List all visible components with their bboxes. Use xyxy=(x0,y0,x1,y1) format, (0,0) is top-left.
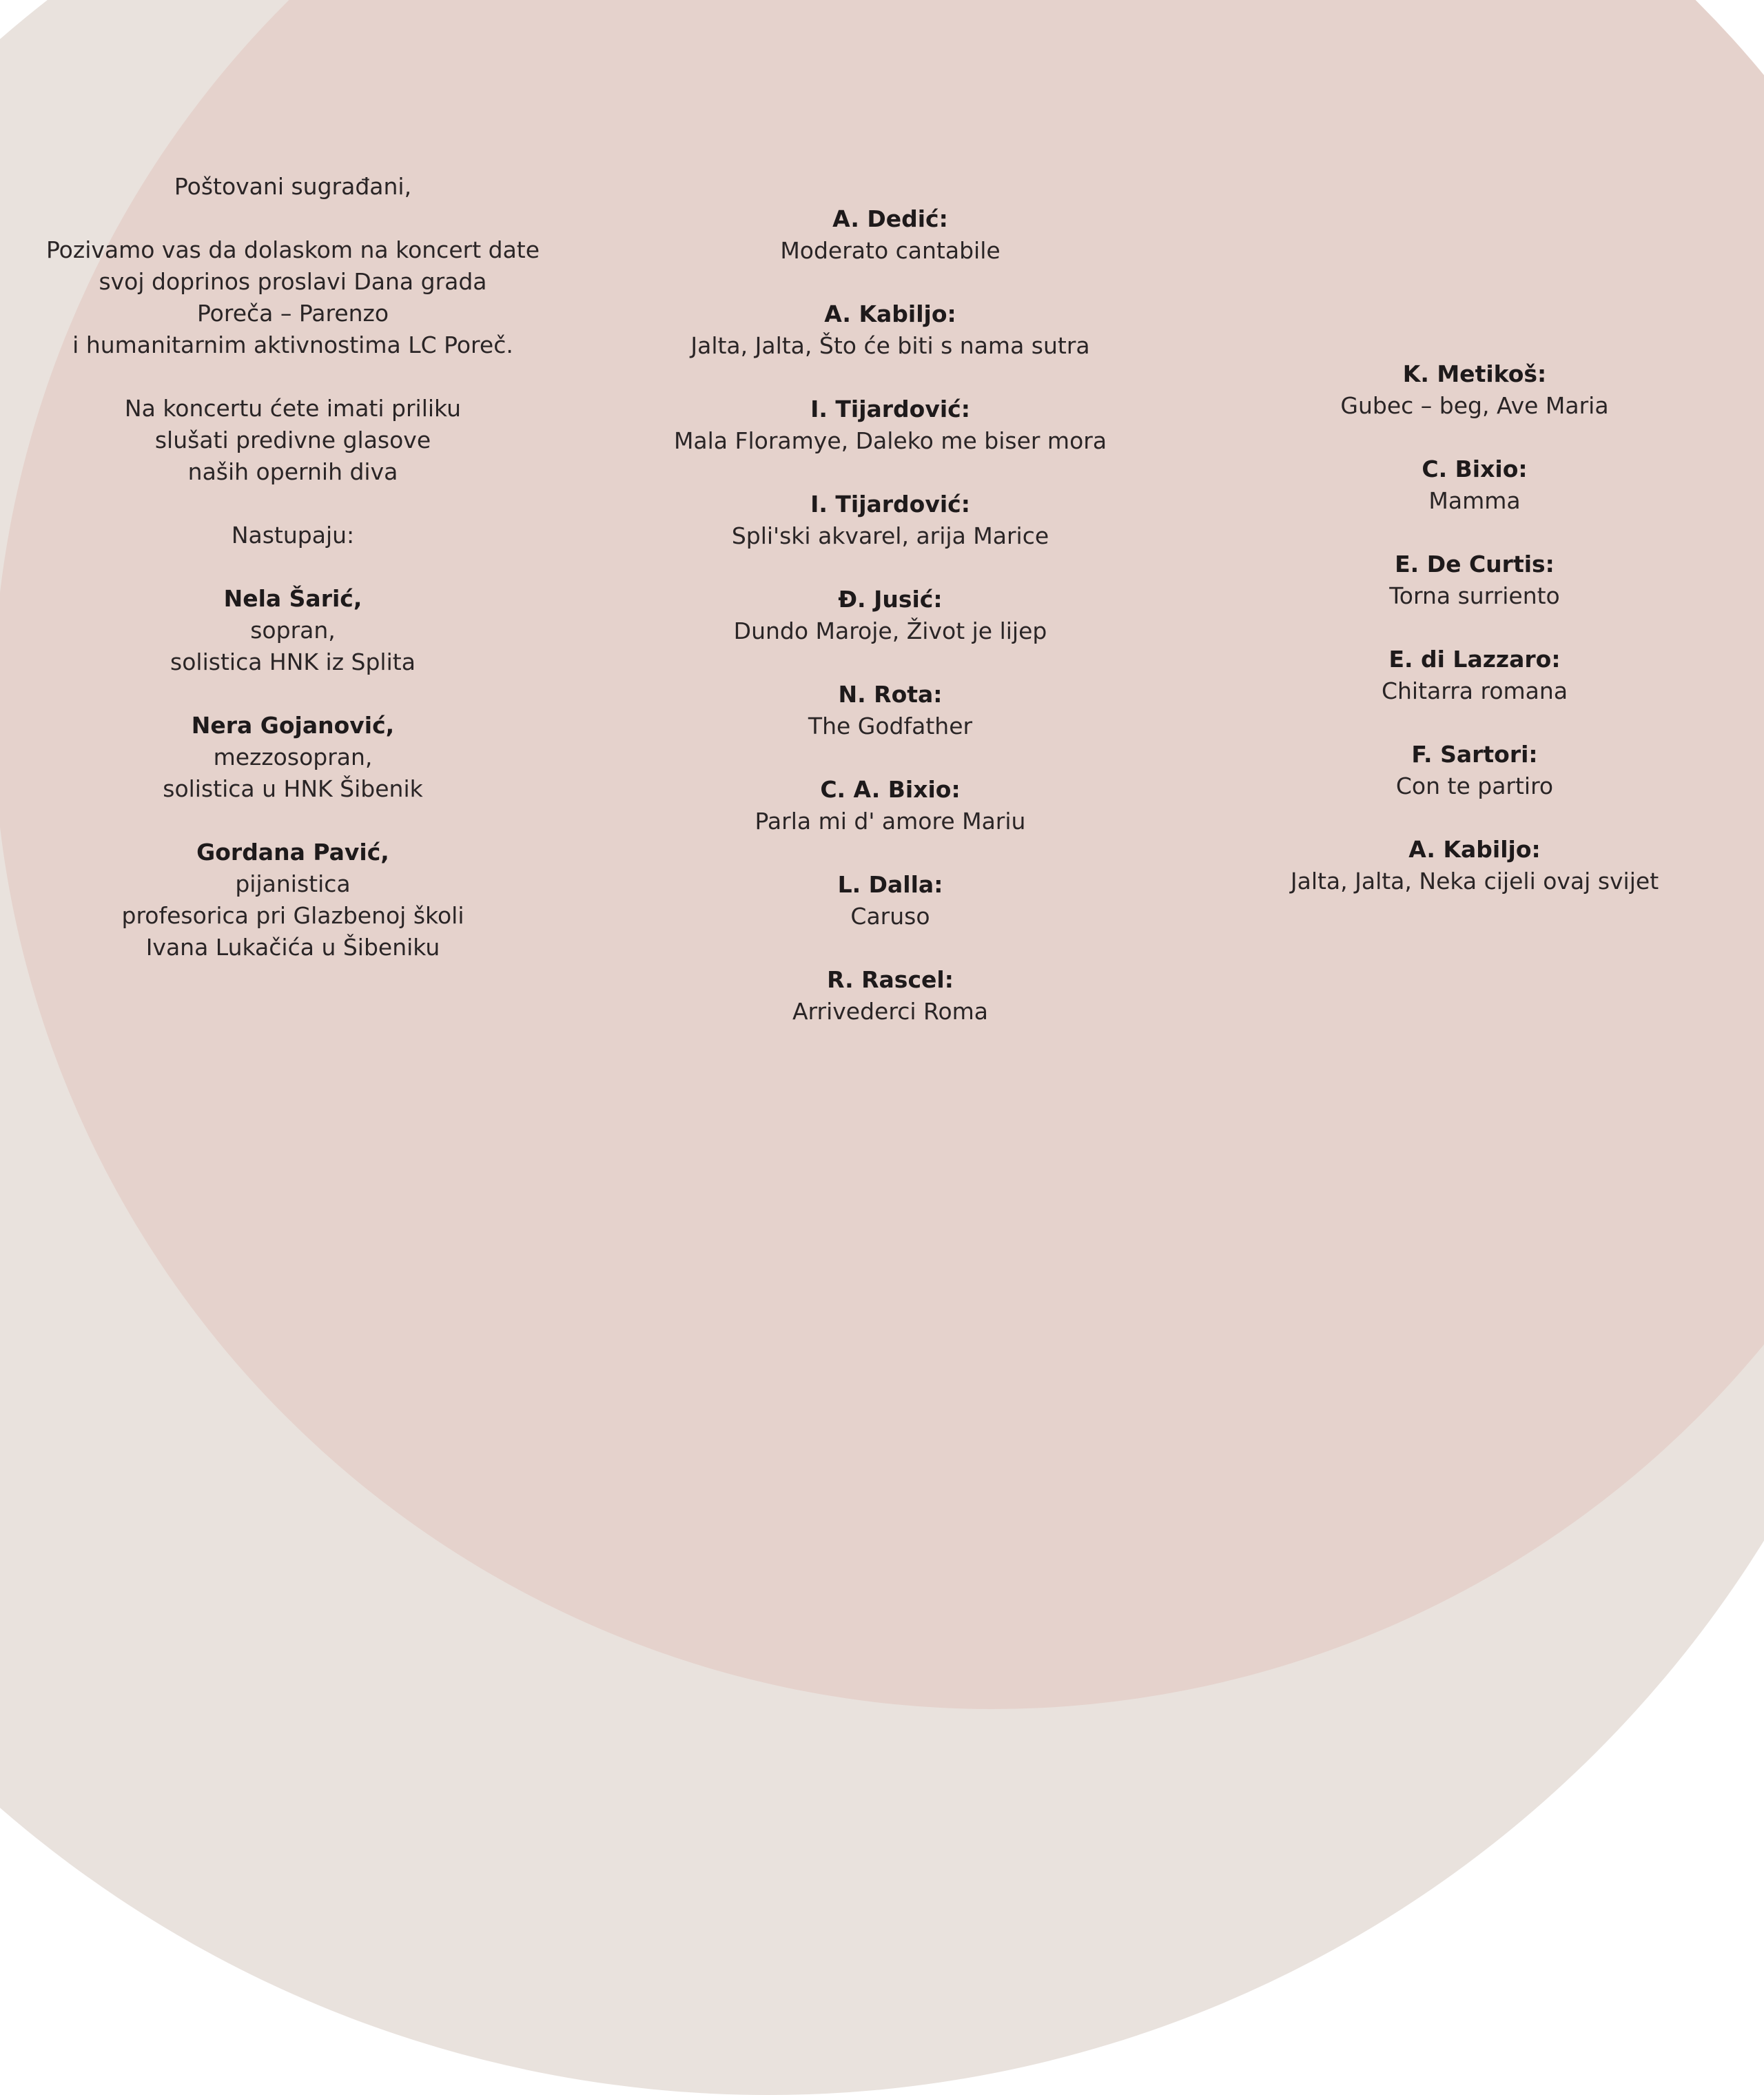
program-item xyxy=(615,869,1166,932)
work-title: Torna surriento xyxy=(1389,582,1560,609)
work-title: Dundo Maroje, Život je lijep xyxy=(733,617,1047,644)
composer-name: Đ. Jusić: xyxy=(838,586,943,613)
composer-name: A. Dedić: xyxy=(832,205,948,232)
work-title: The Godfather xyxy=(808,713,973,739)
work-title: Chitarra romana xyxy=(1381,677,1568,704)
program-item xyxy=(615,964,1166,1028)
work-title: Caruso xyxy=(850,903,930,930)
program-item xyxy=(615,679,1166,742)
work-title: Con te partiro xyxy=(1395,773,1554,799)
composer-name: R. Rascel: xyxy=(827,966,954,993)
composer-name: A. Kabiljo: xyxy=(824,300,956,327)
work-title: Jalta, Jalta, Neka cijeli ovaj svijet xyxy=(1290,868,1659,895)
composer-name: C. A. Bixio: xyxy=(820,776,961,803)
invitation-line: Poreča – Parenzo xyxy=(196,300,389,327)
work-title: Mamma xyxy=(1428,487,1521,514)
performer-detail: pijanistica xyxy=(235,870,351,897)
performer-detail: Ivana Lukačića u Šibeniku xyxy=(145,934,440,961)
concert-line: slušati predivne glasove xyxy=(154,427,431,453)
program-column-right xyxy=(1199,358,1750,929)
composer-name: I. Tijardović: xyxy=(810,396,970,422)
performer-detail: mezzosopran, xyxy=(213,744,373,770)
concert-line: Na koncertu ćete imati priliku xyxy=(124,395,462,422)
performer-name: Nera Gojanović, xyxy=(191,712,395,739)
program-item xyxy=(615,298,1166,362)
performer-detail: sopran, xyxy=(250,617,336,644)
program-item xyxy=(615,203,1166,267)
program-item xyxy=(615,584,1166,647)
composer-name: C. Bixio: xyxy=(1422,456,1528,482)
composer-name: I. Tijardović: xyxy=(810,491,970,518)
composer-name: F. Sartori: xyxy=(1411,741,1538,768)
program-item xyxy=(1199,549,1750,612)
work-title: Arrivederci Roma xyxy=(792,998,989,1025)
program-item xyxy=(615,489,1166,552)
program-column-middle xyxy=(615,203,1166,1059)
performers-heading: Nastupaju: xyxy=(231,522,355,549)
work-title: Spli'ski akvarel, arija Marice xyxy=(731,522,1049,549)
work-title: Jalta, Jalta, Što će biti s nama sutra xyxy=(690,332,1090,359)
invitation-column xyxy=(17,171,568,963)
composer-name: N. Rota: xyxy=(838,681,943,708)
composer-name: E. di Lazzaro: xyxy=(1388,646,1561,673)
program-item xyxy=(615,774,1166,837)
greeting: Poštovani sugrađani, xyxy=(174,173,412,200)
composer-name: A. Kabiljo: xyxy=(1408,836,1541,863)
work-title: Gubec – beg, Ave Maria xyxy=(1340,392,1609,419)
program-item xyxy=(1199,358,1750,422)
invitation-line: i humanitarnim aktivnostima LC Poreč. xyxy=(72,331,513,358)
program-item xyxy=(1199,644,1750,707)
composer-name: E. De Curtis: xyxy=(1395,551,1555,578)
work-title: Moderato cantabile xyxy=(780,237,1001,264)
performer-name: Nela Šarić, xyxy=(223,585,362,612)
program-item xyxy=(1199,453,1750,517)
program-item xyxy=(1199,739,1750,802)
performer-detail: profesorica pri Glazbenoj školi xyxy=(121,902,464,929)
program-item xyxy=(1199,834,1750,897)
composer-name: L. Dalla: xyxy=(837,871,943,898)
work-title: Mala Floramye, Daleko me biser mora xyxy=(673,427,1107,454)
program-item xyxy=(615,394,1166,457)
invitation-line: Pozivamo vas da dolaskom na koncert date xyxy=(45,236,540,263)
performer-detail: solistica HNK iz Splita xyxy=(170,648,416,675)
work-title: Parla mi d' amore Mariu xyxy=(755,808,1026,835)
composer-name: K. Metikoš: xyxy=(1402,360,1547,387)
invitation-line: svoj doprinos proslavi Dana grada xyxy=(99,268,487,295)
performer-detail: solistica u HNK Šibenik xyxy=(163,775,423,802)
performer-name: Gordana Pavić, xyxy=(196,839,389,866)
concert-line: naših opernih diva xyxy=(187,458,398,485)
